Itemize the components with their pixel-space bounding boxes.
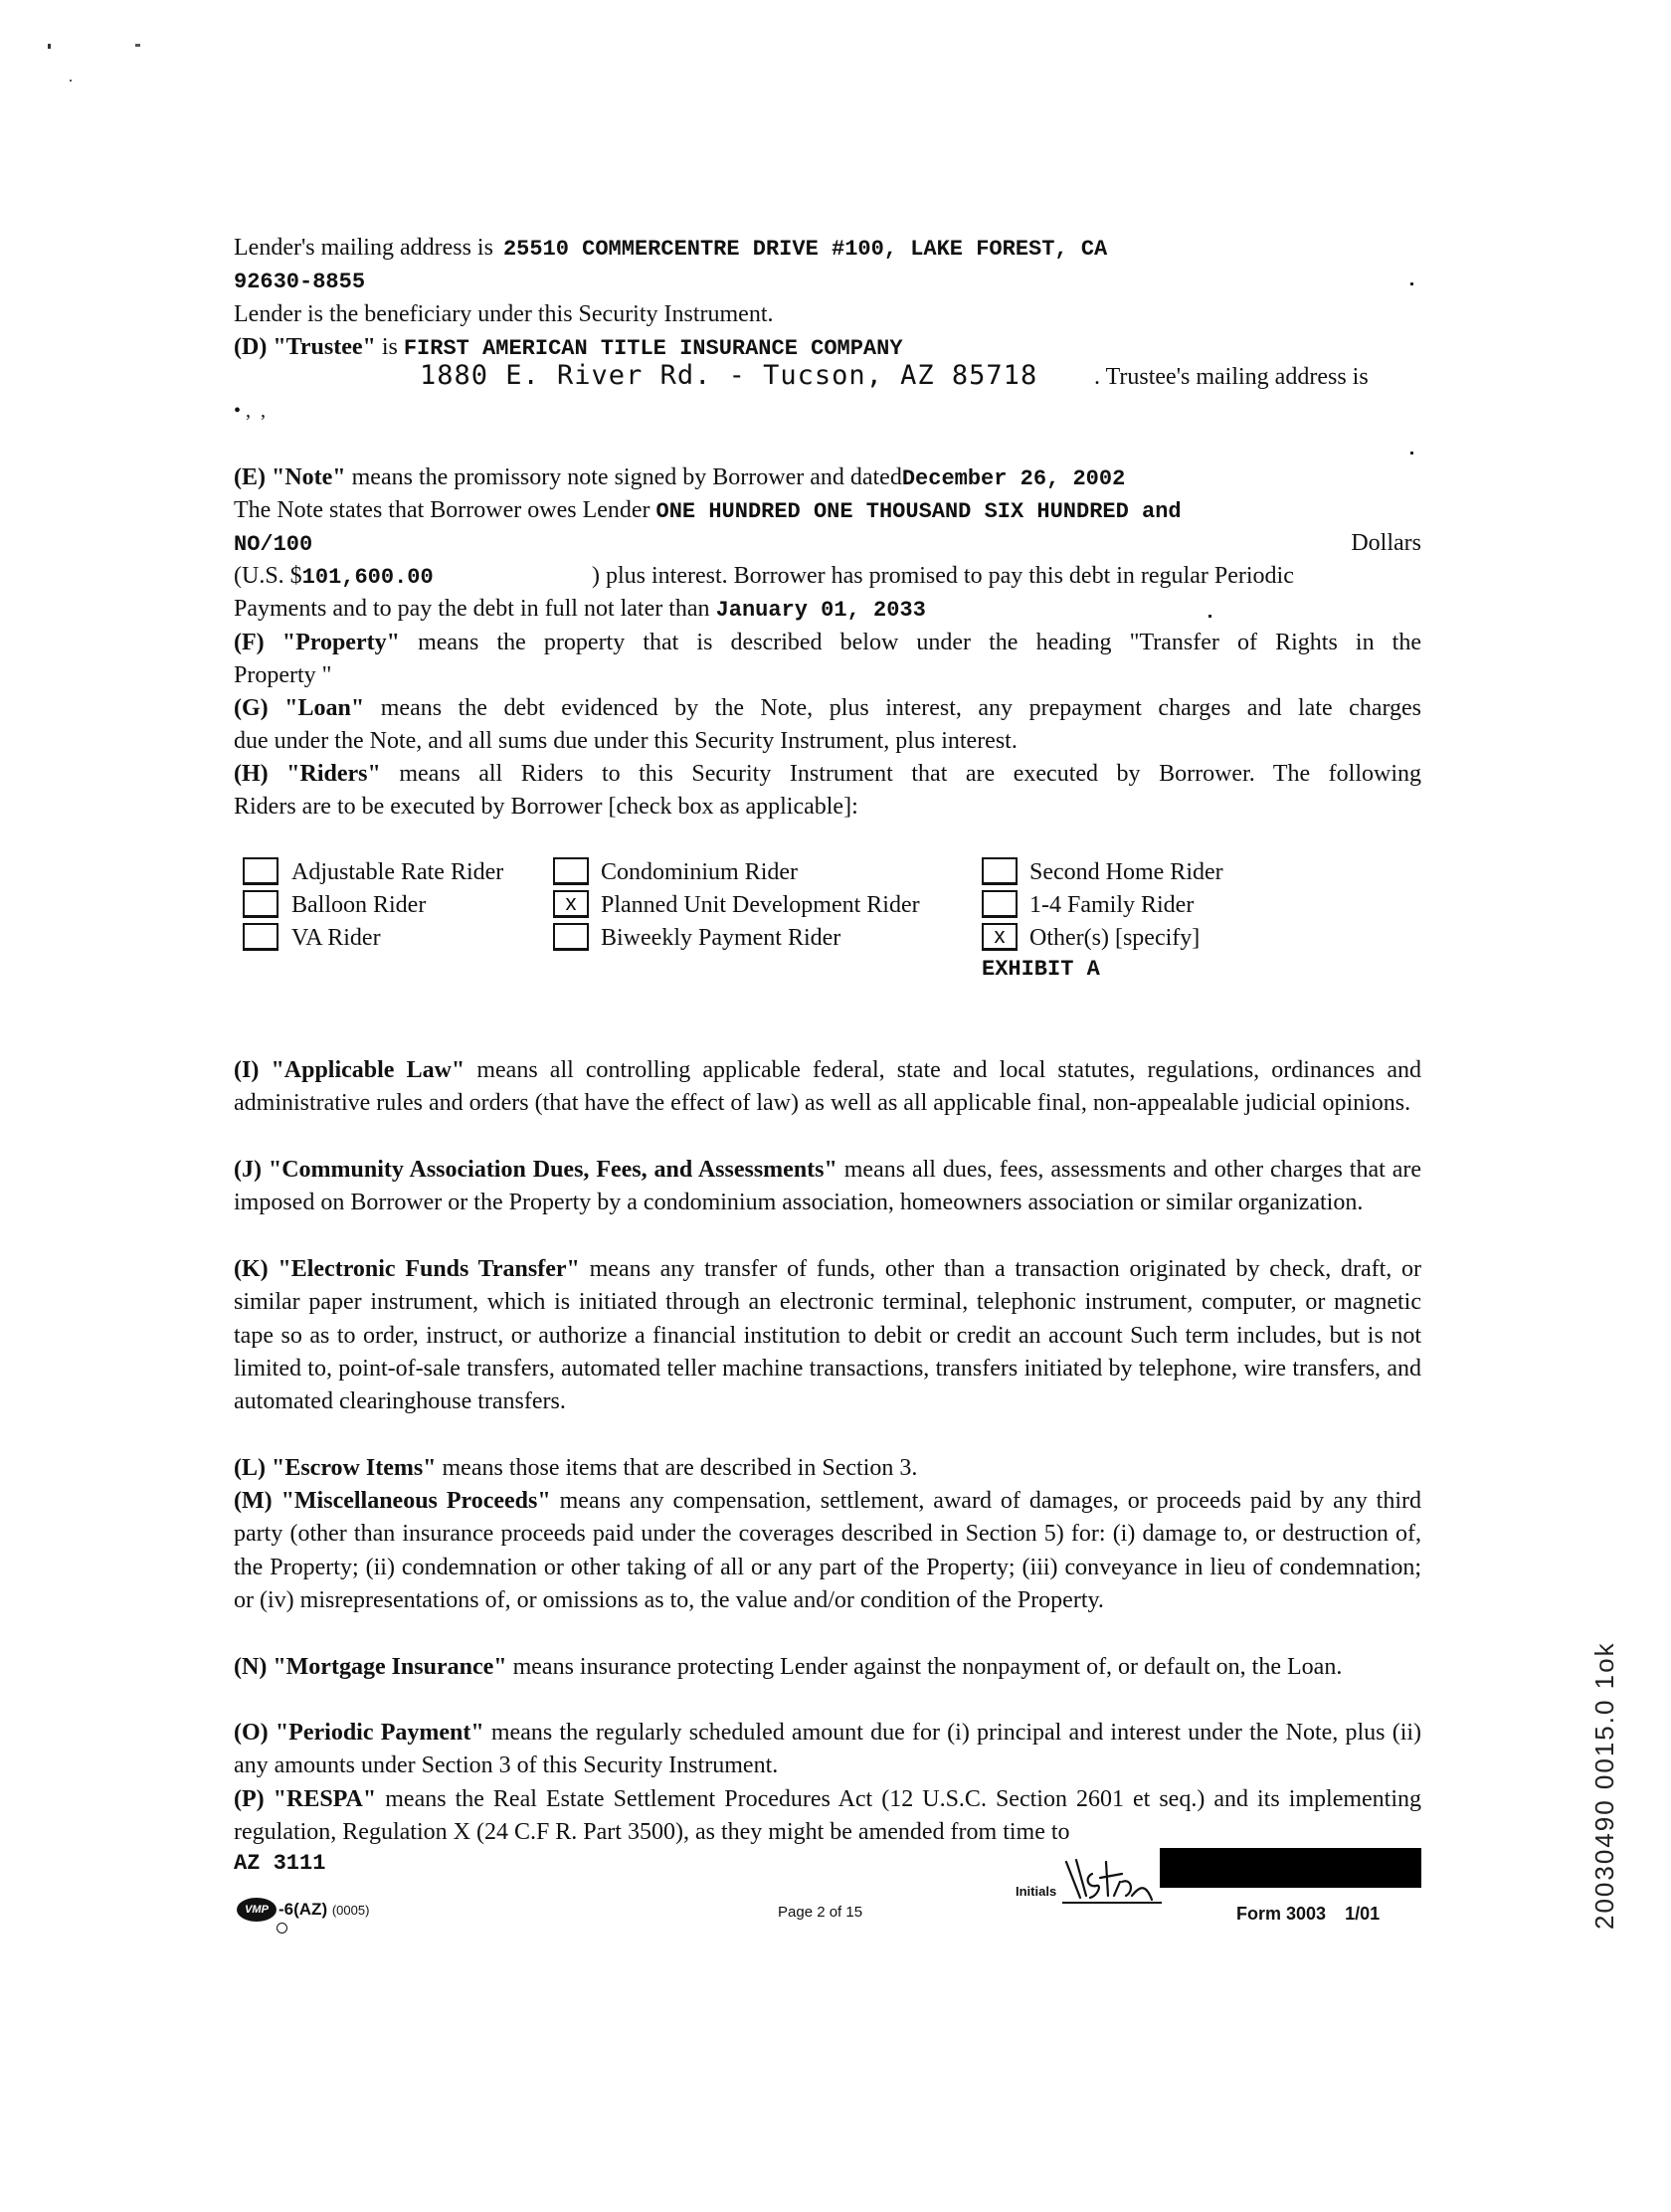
term-label: (I) "Applicable Law": [234, 1057, 465, 1083]
label-va-rider: VA Rider: [291, 925, 381, 951]
initials-label: Initials: [1016, 1884, 1057, 1899]
scan-speck: [48, 44, 51, 49]
vmp-logo: VMP: [237, 1898, 277, 1922]
term-text: means all dues, fees, assessments and other charges that are imposed on Borrower or the Property by a condominium association, homeowners association or similar organization.: [234, 1157, 1422, 1216]
definition-miscellaneous-proceeds: [234, 1485, 1421, 1617]
trustee-is: is: [381, 334, 398, 360]
owes-line: [234, 494, 1421, 528]
term-label: (J) "Community Association Dues, Fees, and Assessments": [234, 1157, 837, 1183]
term-text: means any compensation, settlement, award of damages, or proceeds paid by any third party (other than insurance proceeds paid under the coverages described in Section 5) for: (i) damage to, or destruction of, the Property; (ii) condemnation or other taking of all or any part of the Property; (iii) conveyance in lieu of condemnation; or (iv) misrepresentations of, or omissions as to, the value and/or condition of the Property.: [234, 1488, 1422, 1613]
definition-periodic-payment: [234, 1717, 1421, 1783]
registered-mark: [277, 1923, 287, 1934]
dollars-word: Dollars: [1351, 530, 1421, 556]
owes-line2: [234, 527, 1421, 561]
label-planned-unit-development-rider: Planned Unit Development Rider: [601, 892, 920, 918]
loan-line2: due under the Note, and all sums due under this Security Instrument, plus interest.: [234, 728, 1018, 754]
definition-community-association-dues: [234, 1154, 1421, 1220]
loan-label: (G) "Loan": [234, 695, 365, 721]
scan-speck: [135, 44, 140, 47]
checkbox-other-rider[interactable]: x: [982, 923, 1018, 951]
vmp-form-code: -6(AZ): [278, 1900, 328, 1919]
trustee-address-typed: 1880 E. River Rd. - Tucson, AZ 85718: [420, 360, 1038, 391]
riders-text: means all Riders to this Security Instrument that are executed by Borrower. The following: [399, 761, 1422, 787]
term-label: (K) "Electronic Funds Transfer": [234, 1256, 580, 1282]
lender-address-prefix: Lender's mailing address is: [234, 235, 493, 261]
scan-speck: [70, 80, 72, 82]
form-date: 1/01: [1345, 1904, 1381, 1924]
riders-label: (H) "Riders": [234, 761, 381, 787]
property-label: (F) "Property": [234, 630, 400, 655]
dot-mark: [1410, 282, 1413, 285]
definition-respa: [234, 1783, 1421, 1850]
term-label: (P) "RESPA": [234, 1786, 377, 1812]
term-label: (L) "Escrow Items": [234, 1455, 437, 1481]
term-label: (N) "Mortgage Insurance": [234, 1654, 507, 1680]
trustee-name: FIRST AMERICAN TITLE INSURANCE COMPANY: [403, 336, 903, 361]
amount-words-cents: NO/100: [234, 532, 313, 557]
property-text: means the property that is described below under the heading "Transfer of Rights in the: [418, 630, 1421, 655]
payments-prefix: Payments and to pay the debt in full not later than: [234, 596, 710, 622]
dot-mark: [1208, 615, 1211, 618]
label-balloon-rider: Balloon Rider: [291, 892, 427, 918]
definition-electronic-funds-transfer: [234, 1253, 1421, 1418]
checkbox-one-to-four-family-rider[interactable]: [982, 890, 1018, 918]
owes-prefix: The Note states that Borrower owes Lender: [234, 497, 650, 523]
definition-mortgage-insurance: [234, 1651, 1421, 1684]
note-label: (E) "Note": [234, 464, 346, 490]
form-code: AZ 3111: [234, 1851, 326, 1876]
loan-text: means the debt evidenced by the Note, plus interest, any prepayment charges and late charges: [380, 695, 1422, 721]
term-label: (O) "Periodic Payment": [234, 1720, 484, 1746]
label-other-rider: Other(s) [specify]: [1029, 925, 1201, 951]
riders-line: [234, 758, 1421, 791]
loan-amount: 101,600.00: [301, 565, 434, 590]
checkbox-va-rider[interactable]: [243, 923, 278, 951]
trustee-address-suffix: . Trustee's mailing address is: [1094, 364, 1369, 390]
initials-line: [1062, 1902, 1162, 1904]
trustee-label: (D) "Trustee": [234, 334, 376, 360]
term-text: means insurance protecting Lender against the nonpayment of, or default on, the Loan.: [512, 1654, 1343, 1680]
term-text: means all controlling applicable federal, state and local statutes, regulations, ordinances and administrative rules and orders (that have the effect of law) as well as all applicable final, non-appealable judicial opinions.: [234, 1057, 1421, 1117]
label-adjustable-rate-rider: Adjustable Rate Rider: [291, 859, 504, 885]
checkbox-adjustable-rate-rider[interactable]: [243, 857, 278, 885]
lender-address-line2: [234, 265, 1421, 298]
form-number: [1236, 1904, 1380, 1925]
recording-stamp: 20030490 0015.0 1ok: [1589, 1641, 1619, 1930]
label-second-home-rider: Second Home Rider: [1029, 859, 1223, 885]
vmp-revision: (0005): [331, 1903, 370, 1918]
term-text: means the Real Estate Settlement Procedures Act (12 U.S.C. Section 2601 et seq.) and its implementing regulation, Regulation X (24 C.F R. Part 3500), as they might be amended from time to: [234, 1786, 1422, 1846]
label-one-to-four-family-rider: 1-4 Family Rider: [1029, 892, 1195, 918]
dot-mark: [1410, 452, 1413, 455]
form-id: Form 3003: [1236, 1904, 1327, 1924]
checkbox-condominium-rider[interactable]: [553, 857, 589, 885]
definition-escrow-items: [234, 1452, 1421, 1485]
term-text: means those items that are described in Section 3.: [442, 1455, 918, 1481]
note-line: [234, 461, 1421, 495]
term-text: means the regularly scheduled amount due for (i) principal and interest under the Note, plus (ii) any amounts under Section 3 of this Security Instrument.: [234, 1720, 1422, 1779]
us-amount-line: [234, 560, 1421, 594]
note-text: means the promissory note signed by Borrower and dated: [351, 464, 902, 490]
page-number: Page 2 of 15: [778, 1904, 863, 1921]
amount-words: ONE HUNDRED ONE THOUSAND SIX HUNDRED and: [655, 499, 1182, 524]
term-label: (M) "Miscellaneous Proceeds": [234, 1488, 551, 1514]
note-date: December 26, 2002: [901, 466, 1126, 491]
lender-zip: 92630-8855: [234, 270, 366, 294]
lender-address-line: [234, 232, 1421, 266]
beneficiary-line: Lender is the beneficiary under this Security Instrument.: [234, 301, 774, 327]
checkbox-planned-unit-development-rider[interactable]: x: [553, 890, 589, 918]
label-condominium-rider: Condominium Rider: [601, 859, 798, 885]
property-line2: Property ": [234, 662, 332, 688]
loan-line: [234, 692, 1421, 725]
payments-line: [234, 593, 1421, 627]
label-biweekly-payment-rider: Biweekly Payment Rider: [601, 925, 841, 951]
term-text: means any transfer of funds, other than a transaction originated by check, draft, or similar paper instrument, which is initiated through an electronic terminal, telephonic instrument, computer, or magnetic tape so as to order, instruct, or authorize a financial institution to debit or credit an account Such term includes, but is not limited to, point-of-sale transfers, automated teller machine transactions, transfers initiated by telephone, wire transfers, and automated clearinghouse transfers.: [234, 1256, 1422, 1415]
riders-line2: Riders are to be executed by Borrower [check box as applicable]:: [234, 794, 858, 820]
initials-signature: [1062, 1856, 1162, 1902]
other-rider-specify: EXHIBIT A: [982, 957, 1100, 982]
checkbox-biweekly-payment-rider[interactable]: [553, 923, 589, 951]
redaction-block: [1160, 1848, 1421, 1888]
us-prefix: (U.S. $: [234, 563, 302, 589]
lender-address-value: 25510 COMMERCENTRE DRIVE #100, LAKE FOREST, CA: [502, 237, 1108, 262]
vmp-code: [278, 1900, 369, 1920]
definition-applicable-law: [234, 1054, 1421, 1121]
maturity-date: January 01, 2033: [715, 598, 926, 623]
property-line: [234, 627, 1421, 659]
checkbox-balloon-rider[interactable]: [243, 890, 278, 918]
stray-marks: • , ,: [234, 400, 267, 422]
checkbox-second-home-rider[interactable]: [982, 857, 1018, 885]
interest-text: ) plus interest. Borrower has promised to pay this debt in regular Periodic: [592, 563, 1294, 589]
